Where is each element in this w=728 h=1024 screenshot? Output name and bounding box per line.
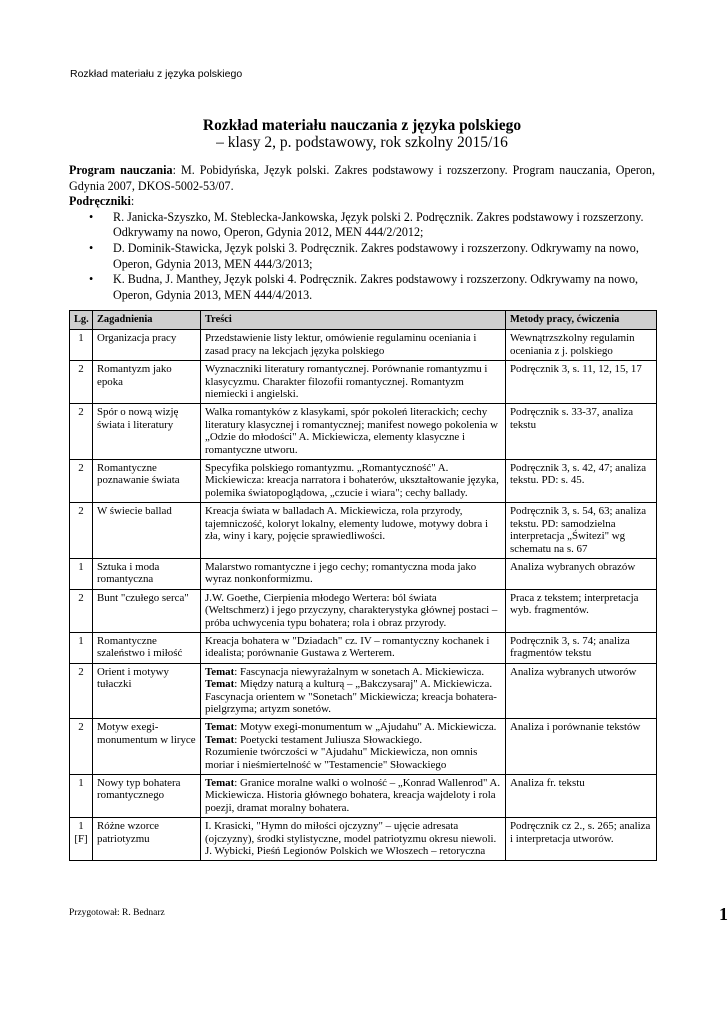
header-methods: Metody pracy, ćwiczenia: [506, 311, 657, 330]
cell-content: I. Krasicki, "Hymn do miłości ojczyzny" – ujęcie adresata (ojczyzny), środki stylistyczne, model patriotyzmu okresu niewoli. J. Wybicki, Pieśń Legionów Polskich we Włoszech – retoryczna: [201, 818, 506, 861]
table-header-row: [70, 311, 657, 330]
cell-lp: 2: [70, 503, 93, 559]
cell-content: Kreacja bohatera w "Dziadach" cz. IV – romantyczny kochanek i idealista; porównanie Gustawa z Werterem.: [201, 632, 506, 663]
cell-topic: W świecie ballad: [93, 503, 201, 559]
table-row: [70, 663, 657, 719]
textbooks-label: Podręczniki: [69, 194, 131, 209]
program-paragraph: [69, 163, 655, 194]
document-title: [0, 117, 724, 151]
cell-methods: Analiza wybranych obrazów: [506, 558, 657, 589]
cell-methods: Analiza i porównanie tekstów: [506, 719, 657, 775]
bullet-icon: •: [89, 272, 94, 287]
cell-topic: Romantyzm jako epoka: [93, 361, 201, 404]
table-row: [70, 818, 657, 861]
cell-lp: 1 [F]: [70, 818, 93, 861]
curriculum-table: [69, 310, 657, 861]
cell-content: Walka romantyków z klasykami, spór pokoleń literackich; cechy literatury klasycznej i romantycznej; manifest nowego pokolenia w „Odzie do młodości" A. Mickiewicza, elementy klasyczne i romantyczne utworu.: [201, 404, 506, 460]
cell-content: Kreacja świata w balladach A. Mickiewicza, rola przyrody, tajemniczość, koloryt lokalny, elementy ludowe, motywy dobra i zła, winy i kary, pojęcie sprawiedliwości.: [201, 503, 506, 559]
cell-lp: 2: [70, 361, 93, 404]
table-row: [70, 775, 657, 818]
cell-methods: Praca z tekstem; interpretacja wyb. fragmentów.: [506, 589, 657, 632]
table-row: [70, 404, 657, 460]
table-row: [70, 361, 657, 404]
cell-content: Temat: Granice moralne walki o wolność – „Konrad Wallenrod" A. Mickiewicza. Historia głównego bohatera, kreacja wajdeloty i rola poezji, dramat moralny bohatera.: [201, 775, 506, 818]
cell-content: J.W. Goethe, Cierpienia młodego Wertera: ból świata (Weltschmerz) i jego przyczyny, charakterystyka głównej postaci – próba uchwycenia typu bohatera; rola i obraz przyrody.: [201, 589, 506, 632]
table-row: [70, 558, 657, 589]
table-row: [70, 503, 657, 559]
program-label: Program nauczania: [69, 163, 173, 177]
cell-lp: 2: [70, 663, 93, 719]
intro-section: [69, 163, 655, 303]
prepared-by: Przygotował: R. Bednarz: [69, 908, 165, 918]
cell-topic: Organizacja pracy: [93, 330, 201, 361]
cell-lp: 1: [70, 632, 93, 663]
cell-topic: Romantyczne szaleństwo i miłość: [93, 632, 201, 663]
cell-methods: Podręcznik 3, s. 74; analiza fragmentów tekstu: [506, 632, 657, 663]
cell-topic: Romantyczne poznawanie świata: [93, 460, 201, 503]
textbook-item: • K. Budna, J. Manthey, Język polski 4. Podręcznik. Zakres podstawowy i rozszerzony. Odkrywamy na nowo, Operon, Gdynia 2013, MEN 444/4/2013.: [89, 272, 639, 302]
textbooks-list: [69, 210, 655, 304]
cell-methods: Podręcznik cz 2., s. 265; analiza i interpretacja utworów.: [506, 818, 657, 861]
cell-lp: 2: [70, 404, 93, 460]
textbook-item: • R. Janicka-Szyszko, M. Steblecka-Jankowska, Język polski 2. Podręcznik. Zakres podstawowy i rozszerzony. Odkrywamy na nowo, Operon, Gdynia 2012, MEN 444/2/2012;: [89, 209, 644, 240]
textbook-item: • D. Dominik-Stawicka, Język polski 3. Podręcznik. Zakres podstawowy i rozszerzony. Odkrywamy na nowo, Operon, Gdynia 2013, MEN 444/3/2013;: [89, 240, 639, 271]
cell-methods: Podręcznik 3, s. 54, 63; analiza tekstu. PD: samodzielna interpretacja „Świtezi" wg schematu na s. 67: [506, 503, 657, 559]
table-row: [70, 330, 657, 361]
table-body: [70, 330, 657, 861]
cell-topic: Nowy typ bohatera romantycznego: [93, 775, 201, 818]
cell-topic: Motyw exegi-monumentum w liryce: [93, 719, 201, 775]
cell-lp: 1: [70, 558, 93, 589]
table-row: [70, 460, 657, 503]
cell-methods: Analiza wybranych utworów: [506, 663, 657, 719]
cell-lp: 1: [70, 330, 93, 361]
cell-content: Temat: Fascynacja niewyrażalnym w sonetach A. Mickiewicza. Temat: Między naturą a kulturą – „Bakczysaraj" A. Mickiewicza. Fascynacja orientem w "Sonetach" Mickiewicza; kreacja bohatera-pielgrzyma; artyzm sonetów.: [201, 663, 506, 719]
title-line-2: – klasy 2, p. podstawowy, rok szkolny 2015/16: [216, 134, 508, 151]
cell-lp: 2: [70, 589, 93, 632]
table-row: [70, 719, 657, 775]
cell-content: Przedstawienie listy lektur, omówienie regulaminu oceniania i zasad pracy na lekcjach języka polskiego: [201, 330, 506, 361]
header-content: Treści: [201, 311, 506, 330]
cell-content: Specyfika polskiego romantyzmu. „Romantyczność" A. Mickiewicza: kreacja narratora i bohaterów, ukształtowanie języka, polemika światopoglądowa, „czucie i wiara"; cechy ballady.: [201, 460, 506, 503]
bullet-icon: •: [89, 240, 94, 255]
cell-topic: Sztuka i moda romantyczna: [93, 558, 201, 589]
program-text: : M. Pobidyńska, Język polski. Zakres podstawowy i rozszerzony. Program nauczania, Operon, Gdynia 2007, DKOS-5002-53/07.: [69, 163, 655, 193]
cell-methods: Podręcznik 3, s. 11, 12, 15, 17: [506, 361, 657, 404]
cell-topic: Orient i motywy tułaczki: [93, 663, 201, 719]
cell-methods: Analiza fr. tekstu: [506, 775, 657, 818]
cell-topic: Bunt "czułego serca": [93, 589, 201, 632]
header-lp: Lg.: [70, 311, 93, 330]
cell-methods: Podręcznik s. 33-37, analiza tekstu: [506, 404, 657, 460]
cell-lp: 2: [70, 719, 93, 775]
cell-content: Wyznaczniki literatury romantycznej. Porównanie romantyzmu i klasycyzmu. Charakter filozofii romantycznej. Romantyzm niemiecki i angielski.: [201, 361, 506, 404]
cell-methods: Podręcznik 3, s. 42, 47; analiza tekstu. PD: s. 45.: [506, 460, 657, 503]
table-row: [70, 589, 657, 632]
cell-lp: 2: [70, 460, 93, 503]
bullet-icon: •: [89, 209, 94, 224]
cell-methods: Wewnątrzszkolny regulamin oceniania z j. polskiego: [506, 330, 657, 361]
textbooks-heading: Podręczniki:: [69, 194, 135, 209]
cell-content: Temat: Motyw exegi-monumentum w „Ajudahu" A. Mickiewicza. Temat: Poetycki testament Juliusza Słowackiego. Rozumienie twórczości w "Ajudahu" Mickiewicza, non omnis moriar i nieśmiertelność w "Testamencie" Słowackiego: [201, 719, 506, 775]
table-row: [70, 632, 657, 663]
cell-content: Malarstwo romantyczne i jego cechy; romantyczna moda jako wyraz nonkonformizmu.: [201, 558, 506, 589]
running-header: Rozkład materiału z języka polskiego: [70, 68, 243, 80]
page-number-fragment: 1: [719, 904, 728, 924]
title-line-1: Rozkład materiału nauczania z języka polskiego: [202, 117, 522, 134]
header-topic: Zagadnienia: [93, 311, 201, 330]
cell-topic: Spór o nową wizję świata i literatury: [93, 404, 201, 460]
cell-lp: 1: [70, 775, 93, 818]
cell-topic: Różne wzorce patriotyzmu: [93, 818, 201, 861]
